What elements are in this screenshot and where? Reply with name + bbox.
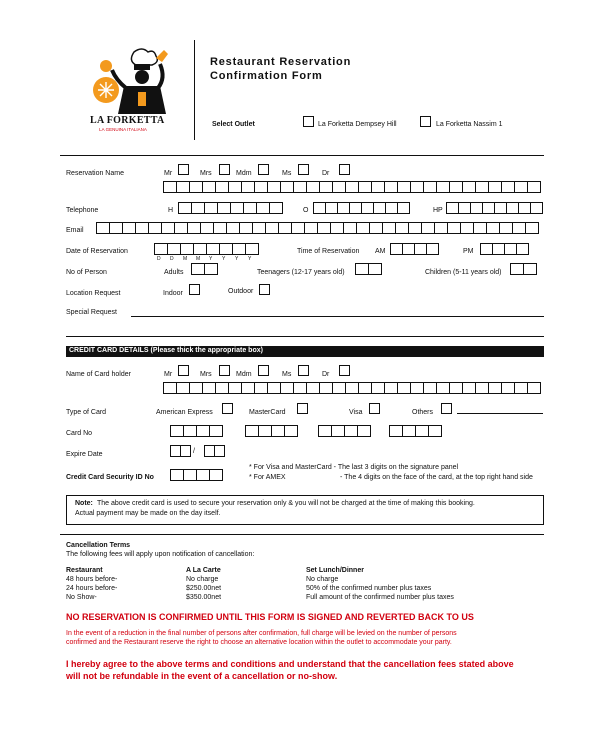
cc-title-mdm-label: Mdm bbox=[236, 371, 252, 378]
email-char-box-30[interactable] bbox=[473, 222, 487, 234]
cc-title-dr-checkbox[interactable] bbox=[339, 365, 350, 376]
date-format-letter: Y bbox=[248, 256, 252, 262]
reservation-name-char-box-17[interactable] bbox=[371, 181, 385, 193]
card-holder-char-box-22[interactable] bbox=[436, 382, 450, 394]
res-title-mr-label: Mr bbox=[164, 170, 173, 177]
time-am-label: AM bbox=[375, 248, 386, 255]
type-amex-label: American Express bbox=[156, 409, 213, 416]
cancellation-subtitle: The following fees will apply upon notification of cancellation: bbox=[66, 551, 255, 558]
reservation-name-char-box-24[interactable] bbox=[462, 181, 476, 193]
email-char-box-34[interactable] bbox=[525, 222, 539, 234]
email-char-box-21[interactable] bbox=[356, 222, 370, 234]
card-holder-char-box-19[interactable] bbox=[397, 382, 411, 394]
security-id-box-4[interactable] bbox=[209, 469, 223, 481]
note-line-2: Actual payment may be made on the day itself. bbox=[75, 510, 221, 517]
card-holder-char-box-26[interactable] bbox=[488, 382, 502, 394]
email-char-box-26[interactable] bbox=[421, 222, 435, 234]
security-id-box-1[interactable] bbox=[170, 469, 184, 481]
cc-title-mdm-checkbox[interactable] bbox=[258, 365, 269, 376]
cc-title-mrs-checkbox[interactable] bbox=[219, 365, 230, 376]
email-char-box-2[interactable] bbox=[109, 222, 123, 234]
email-char-box-1[interactable] bbox=[96, 222, 110, 234]
expire-month-box-2[interactable] bbox=[180, 445, 191, 457]
res-title-dr-checkbox[interactable] bbox=[339, 164, 350, 175]
email-char-box-8[interactable] bbox=[187, 222, 201, 234]
agreement-line-2: will not be refundable in the event of a cancellation or no-show. bbox=[66, 671, 338, 681]
email-char-box-10[interactable] bbox=[213, 222, 227, 234]
cancel-row-3-set: Full amount of the confirmed number plus taxes bbox=[306, 594, 454, 601]
cancel-row-2-time: 24 hours before- bbox=[66, 585, 118, 592]
telephone-label: Telephone bbox=[66, 207, 99, 214]
expire-year-box-2[interactable] bbox=[214, 445, 225, 457]
reservation-name-char-box-2[interactable] bbox=[176, 181, 190, 193]
card-number-label: Card No bbox=[66, 430, 93, 437]
reservation-name-char-box-25[interactable] bbox=[475, 181, 489, 193]
date-format-letter: M bbox=[196, 256, 201, 262]
card-holder-char-box-8[interactable] bbox=[254, 382, 268, 394]
cancel-header-alacarte: A La Carte bbox=[186, 567, 221, 574]
adults-label: Adults bbox=[164, 269, 184, 276]
type-mastercard-label: MasterCard bbox=[249, 409, 286, 416]
res-title-mrs-label: Mrs bbox=[200, 170, 212, 177]
children-char-box-2[interactable] bbox=[523, 263, 537, 275]
card-number-g4-box-4[interactable] bbox=[428, 425, 442, 437]
tel-office-label: O bbox=[303, 207, 309, 214]
email-char-box-32[interactable] bbox=[499, 222, 513, 234]
logo-subtext: LA GENUINA ITALIANA bbox=[99, 127, 147, 132]
date-char-box-6[interactable] bbox=[219, 243, 233, 255]
card-number-g2-box-1[interactable] bbox=[245, 425, 259, 437]
date-char-box-2[interactable] bbox=[167, 243, 181, 255]
card-holder-char-box-3[interactable] bbox=[189, 382, 203, 394]
reservation-name-char-box-19[interactable] bbox=[397, 181, 411, 193]
email-char-box-15[interactable] bbox=[278, 222, 292, 234]
card-holder-char-box-29[interactable] bbox=[527, 382, 541, 394]
card-number-g1-box-4[interactable] bbox=[209, 425, 223, 437]
cc-title-mr-checkbox[interactable] bbox=[178, 365, 189, 376]
email-char-box-19[interactable] bbox=[330, 222, 344, 234]
type-others-label: Others bbox=[412, 409, 434, 416]
cancel-row-3-alacarte: $350.00net bbox=[186, 594, 222, 601]
email-char-box-11[interactable] bbox=[226, 222, 240, 234]
outlet-nassim-checkbox[interactable] bbox=[420, 116, 431, 127]
res-title-dr-label: Dr bbox=[322, 170, 330, 177]
date-char-box-7[interactable] bbox=[232, 243, 246, 255]
cancel-row-2-set: 50% of the confirmed number plus taxes bbox=[306, 585, 432, 592]
reservation-name-char-box-4[interactable] bbox=[202, 181, 216, 193]
res-title-ms-checkbox[interactable] bbox=[298, 164, 309, 175]
email-char-box-5[interactable] bbox=[148, 222, 162, 234]
card-holder-char-box-13[interactable] bbox=[319, 382, 333, 394]
email-char-box-25[interactable] bbox=[408, 222, 422, 234]
card-holder-char-box-21[interactable] bbox=[423, 382, 437, 394]
card-holder-char-box-14[interactable] bbox=[332, 382, 346, 394]
card-holder-char-box-25[interactable] bbox=[475, 382, 489, 394]
card-type-label: Type of Card bbox=[66, 409, 107, 416]
reservation-name-char-box-5[interactable] bbox=[215, 181, 229, 193]
time-am-char-box-4[interactable] bbox=[426, 243, 439, 255]
tel-home-char-box-5[interactable] bbox=[230, 202, 244, 214]
type-visa-label: Visa bbox=[349, 409, 363, 416]
indoor-checkbox[interactable] bbox=[189, 284, 200, 295]
credit-card-banner-text: CREDIT CARD DETAILS (Please thick the appropriate box) bbox=[69, 347, 263, 354]
security-id-label: Credit Card Security ID No bbox=[66, 474, 154, 481]
reservation-name-char-box-3[interactable] bbox=[189, 181, 203, 193]
res-title-mdm-label: Mdm bbox=[236, 170, 252, 177]
time-pm-label: PM bbox=[463, 248, 474, 255]
teenagers-char-box-1[interactable] bbox=[355, 263, 369, 275]
date-char-box-1[interactable] bbox=[154, 243, 168, 255]
reservation-name-char-box-15[interactable] bbox=[345, 181, 359, 193]
tel-office-char-box-8[interactable] bbox=[397, 202, 410, 214]
type-amex-checkbox[interactable] bbox=[222, 403, 233, 414]
email-char-box-23[interactable] bbox=[382, 222, 396, 234]
confirmation-warning: NO RESERVATION IS CONFIRMED UNTIL THIS FORM IS SIGNED AND REVERTED BACK TO US bbox=[66, 612, 474, 622]
card-holder-char-box-24[interactable] bbox=[462, 382, 476, 394]
type-mastercard-checkbox[interactable] bbox=[297, 403, 308, 414]
reservation-name-char-box-13[interactable] bbox=[319, 181, 333, 193]
outdoor-label: Outdoor bbox=[228, 288, 254, 295]
cancel-header-restaurant: Restaurant bbox=[66, 567, 103, 574]
card-holder-char-box-2[interactable] bbox=[176, 382, 190, 394]
card-number-g1-box-2[interactable] bbox=[183, 425, 197, 437]
special-request-line-1[interactable] bbox=[131, 316, 544, 317]
email-char-box-13[interactable] bbox=[252, 222, 266, 234]
card-holder-label: Name of Card holder bbox=[66, 371, 131, 378]
email-char-box-17[interactable] bbox=[304, 222, 318, 234]
cancel-row-2-alacarte: $250.00net bbox=[186, 585, 222, 592]
card-holder-char-box-9[interactable] bbox=[267, 382, 281, 394]
cancel-row-1-alacarte: No charge bbox=[186, 576, 219, 583]
tel-home-label: H bbox=[168, 207, 174, 214]
email-char-box-12[interactable] bbox=[239, 222, 253, 234]
expire-separator: / bbox=[193, 448, 195, 455]
reservation-name-char-box-6[interactable] bbox=[228, 181, 242, 193]
agreement-line-1: I hereby agree to the above terms and conditions and understand that the cancellation fees stated above bbox=[66, 659, 514, 669]
card-holder-char-box-11[interactable] bbox=[293, 382, 307, 394]
children-label: Children (5-11 years old) bbox=[425, 269, 502, 276]
card-number-g3-box-4[interactable] bbox=[357, 425, 371, 437]
email-char-box-24[interactable] bbox=[395, 222, 409, 234]
special-request-label: Special Request bbox=[66, 309, 117, 316]
date-format-letter: Y bbox=[235, 256, 239, 262]
reservation-name-char-box-27[interactable] bbox=[501, 181, 515, 193]
email-char-box-16[interactable] bbox=[291, 222, 305, 234]
card-holder-char-box-5[interactable] bbox=[215, 382, 229, 394]
reduction-paragraph-1: In the event of a reduction in the final number of persons after confirmation, full charge will be levied on the number of persons bbox=[66, 630, 457, 637]
card-holder-char-box-28[interactable] bbox=[514, 382, 528, 394]
reservation-name-char-box-9[interactable] bbox=[267, 181, 281, 193]
email-char-box-29[interactable] bbox=[460, 222, 474, 234]
tel-home-char-box-1[interactable] bbox=[178, 202, 192, 214]
section-separator bbox=[60, 534, 544, 535]
reservation-name-char-box-7[interactable] bbox=[241, 181, 255, 193]
location-label: Location Request bbox=[66, 290, 121, 297]
card-holder-char-box-10[interactable] bbox=[280, 382, 294, 394]
reservation-name-char-box-18[interactable] bbox=[384, 181, 398, 193]
tel-home-char-box-2[interactable] bbox=[191, 202, 205, 214]
card-number-g2-box-4[interactable] bbox=[284, 425, 298, 437]
card-holder-char-box-7[interactable] bbox=[241, 382, 255, 394]
cancel-row-1-set: No charge bbox=[306, 576, 339, 583]
tel-home-char-box-7[interactable] bbox=[256, 202, 270, 214]
res-title-mrs-checkbox[interactable] bbox=[219, 164, 230, 175]
date-char-box-5[interactable] bbox=[206, 243, 220, 255]
card-holder-char-box-15[interactable] bbox=[345, 382, 359, 394]
card-number-g4-box-2[interactable] bbox=[402, 425, 416, 437]
outlet-dempsey-label: La Forketta Dempsey Hill bbox=[318, 121, 397, 128]
reservation-name-char-box-8[interactable] bbox=[254, 181, 268, 193]
reservation-name-char-box-11[interactable] bbox=[293, 181, 307, 193]
date-format-letter: M bbox=[183, 256, 188, 262]
date-char-box-8[interactable] bbox=[245, 243, 259, 255]
outlet-dempsey-checkbox[interactable] bbox=[303, 116, 314, 127]
header-separator bbox=[60, 155, 544, 156]
card-holder-char-box-20[interactable] bbox=[410, 382, 424, 394]
res-title-mr-checkbox[interactable] bbox=[178, 164, 189, 175]
card-number-g3-box-1[interactable] bbox=[318, 425, 332, 437]
reservation-name-char-box-20[interactable] bbox=[410, 181, 424, 193]
cancel-row-3-time: No Show- bbox=[66, 594, 97, 601]
email-label: Email bbox=[66, 227, 84, 234]
email-char-box-31[interactable] bbox=[486, 222, 500, 234]
card-holder-char-box-17[interactable] bbox=[371, 382, 385, 394]
adults-char-box-1[interactable] bbox=[191, 263, 205, 275]
teenagers-char-box-2[interactable] bbox=[368, 263, 382, 275]
reservation-name-char-box-14[interactable] bbox=[332, 181, 346, 193]
security-note-amex-detail: - The 4 digits on the face of the card, at the top right hand side bbox=[340, 474, 533, 481]
tel-mobile-char-box-8[interactable] bbox=[530, 202, 543, 214]
persons-label: No of Person bbox=[66, 269, 107, 276]
form-title-line1: Restaurant Reservation bbox=[210, 56, 352, 68]
card-holder-char-box-4[interactable] bbox=[202, 382, 216, 394]
card-holder-char-box-1[interactable] bbox=[163, 382, 177, 394]
tel-home-char-box-8[interactable] bbox=[269, 202, 283, 214]
reservation-name-char-box-22[interactable] bbox=[436, 181, 450, 193]
reservation-name-char-box-29[interactable] bbox=[527, 181, 541, 193]
email-char-box-4[interactable] bbox=[135, 222, 149, 234]
card-holder-char-box-18[interactable] bbox=[384, 382, 398, 394]
reservation-name-char-box-16[interactable] bbox=[358, 181, 372, 193]
email-char-box-20[interactable] bbox=[343, 222, 357, 234]
email-char-box-3[interactable] bbox=[122, 222, 136, 234]
email-char-box-28[interactable] bbox=[447, 222, 461, 234]
email-char-box-14[interactable] bbox=[265, 222, 279, 234]
security-id-box-3[interactable] bbox=[196, 469, 210, 481]
card-holder-char-box-12[interactable] bbox=[306, 382, 320, 394]
card-holder-char-box-27[interactable] bbox=[501, 382, 515, 394]
cc-title-dr-label: Dr bbox=[322, 371, 330, 378]
note-line-1: The above credit card is used to secure your reservation only & you will not be charged at the time of making this booking. bbox=[97, 500, 475, 507]
teenagers-label: Teenagers (12-17 years old) bbox=[257, 269, 345, 276]
card-number-g2-box-3[interactable] bbox=[271, 425, 285, 437]
cc-title-ms-label: Ms bbox=[282, 371, 292, 378]
date-format-letter: Y bbox=[209, 256, 213, 262]
reservation-name-char-box-21[interactable] bbox=[423, 181, 437, 193]
tel-mobile-label: HP bbox=[433, 207, 443, 214]
cancellation-title: Cancellation Terms bbox=[66, 542, 131, 549]
logo-name: LA FORKETTA bbox=[90, 115, 165, 126]
date-format-letter: D bbox=[170, 256, 174, 262]
adults-char-box-2[interactable] bbox=[204, 263, 218, 275]
chef-logo-icon bbox=[86, 46, 176, 116]
reservation-name-char-box-1[interactable] bbox=[163, 181, 177, 193]
reservation-name-char-box-23[interactable] bbox=[449, 181, 463, 193]
email-char-box-18[interactable] bbox=[317, 222, 331, 234]
outlet-nassim-label: La Forketta Nassim 1 bbox=[436, 121, 503, 128]
time-label: Time of Reservation bbox=[297, 248, 360, 255]
type-others-checkbox[interactable] bbox=[441, 403, 452, 414]
card-number-g3-box-2[interactable] bbox=[331, 425, 345, 437]
email-char-box-22[interactable] bbox=[369, 222, 383, 234]
outdoor-checkbox[interactable] bbox=[259, 284, 270, 295]
reservation-name-char-box-10[interactable] bbox=[280, 181, 294, 193]
card-holder-char-box-6[interactable] bbox=[228, 382, 242, 394]
card-number-g1-box-1[interactable] bbox=[170, 425, 184, 437]
email-char-box-9[interactable] bbox=[200, 222, 214, 234]
card-holder-char-box-16[interactable] bbox=[358, 382, 372, 394]
indoor-label: Indoor bbox=[163, 290, 183, 297]
card-number-g2-box-2[interactable] bbox=[258, 425, 272, 437]
reduction-paragraph-2: confirmed and the Restaurant reserve the right to choose an alternative location within the outlet to accommodate your party. bbox=[66, 639, 452, 646]
card-number-g1-box-3[interactable] bbox=[196, 425, 210, 437]
logo bbox=[86, 46, 176, 141]
cancel-row-1-time: 48 hours before- bbox=[66, 576, 118, 583]
card-number-g4-box-3[interactable] bbox=[415, 425, 429, 437]
form-title-line2: Confirmation Form bbox=[210, 70, 323, 82]
card-holder-char-box-23[interactable] bbox=[449, 382, 463, 394]
reservation-name-char-box-26[interactable] bbox=[488, 181, 502, 193]
email-char-box-7[interactable] bbox=[174, 222, 188, 234]
special-request-line-2[interactable] bbox=[66, 336, 544, 337]
reservation-name-char-box-28[interactable] bbox=[514, 181, 528, 193]
date-char-box-3[interactable] bbox=[180, 243, 194, 255]
date-char-box-4[interactable] bbox=[193, 243, 207, 255]
time-pm-char-box-4[interactable] bbox=[516, 243, 529, 255]
email-char-box-33[interactable] bbox=[512, 222, 526, 234]
cancel-header-set: Set Lunch/Dinner bbox=[306, 567, 364, 574]
select-outlet-label: Select Outlet bbox=[212, 121, 255, 128]
date-format-letter: D bbox=[157, 256, 161, 262]
email-char-box-27[interactable] bbox=[434, 222, 448, 234]
cc-title-mrs-label: Mrs bbox=[200, 371, 212, 378]
date-label: Date of Reservation bbox=[66, 248, 128, 255]
card-number-g4-box-1[interactable] bbox=[389, 425, 403, 437]
res-title-mdm-checkbox[interactable] bbox=[258, 164, 269, 175]
expire-date-label: Expire Date bbox=[66, 451, 103, 458]
cc-title-mr-label: Mr bbox=[164, 371, 173, 378]
children-char-box-1[interactable] bbox=[510, 263, 524, 275]
tel-home-char-box-6[interactable] bbox=[243, 202, 257, 214]
date-format-letter: Y bbox=[222, 256, 226, 262]
tel-home-char-box-3[interactable] bbox=[204, 202, 218, 214]
cc-title-ms-checkbox[interactable] bbox=[298, 365, 309, 376]
type-visa-checkbox[interactable] bbox=[369, 403, 380, 414]
note-label: Note: bbox=[75, 500, 93, 507]
email-char-box-6[interactable] bbox=[161, 222, 175, 234]
type-others-line[interactable] bbox=[457, 413, 543, 414]
tel-home-char-box-4[interactable] bbox=[217, 202, 231, 214]
card-number-g3-box-3[interactable] bbox=[344, 425, 358, 437]
reservation-name-label: Reservation Name bbox=[66, 170, 124, 177]
res-title-ms-label: Ms bbox=[282, 170, 292, 177]
security-id-box-2[interactable] bbox=[183, 469, 197, 481]
header-divider bbox=[194, 40, 195, 140]
security-note-amex: * For AMEX bbox=[249, 474, 286, 481]
security-note-visa: * For Visa and MasterCard - The last 3 digits on the signature panel bbox=[249, 464, 459, 471]
reservation-name-char-box-12[interactable] bbox=[306, 181, 320, 193]
